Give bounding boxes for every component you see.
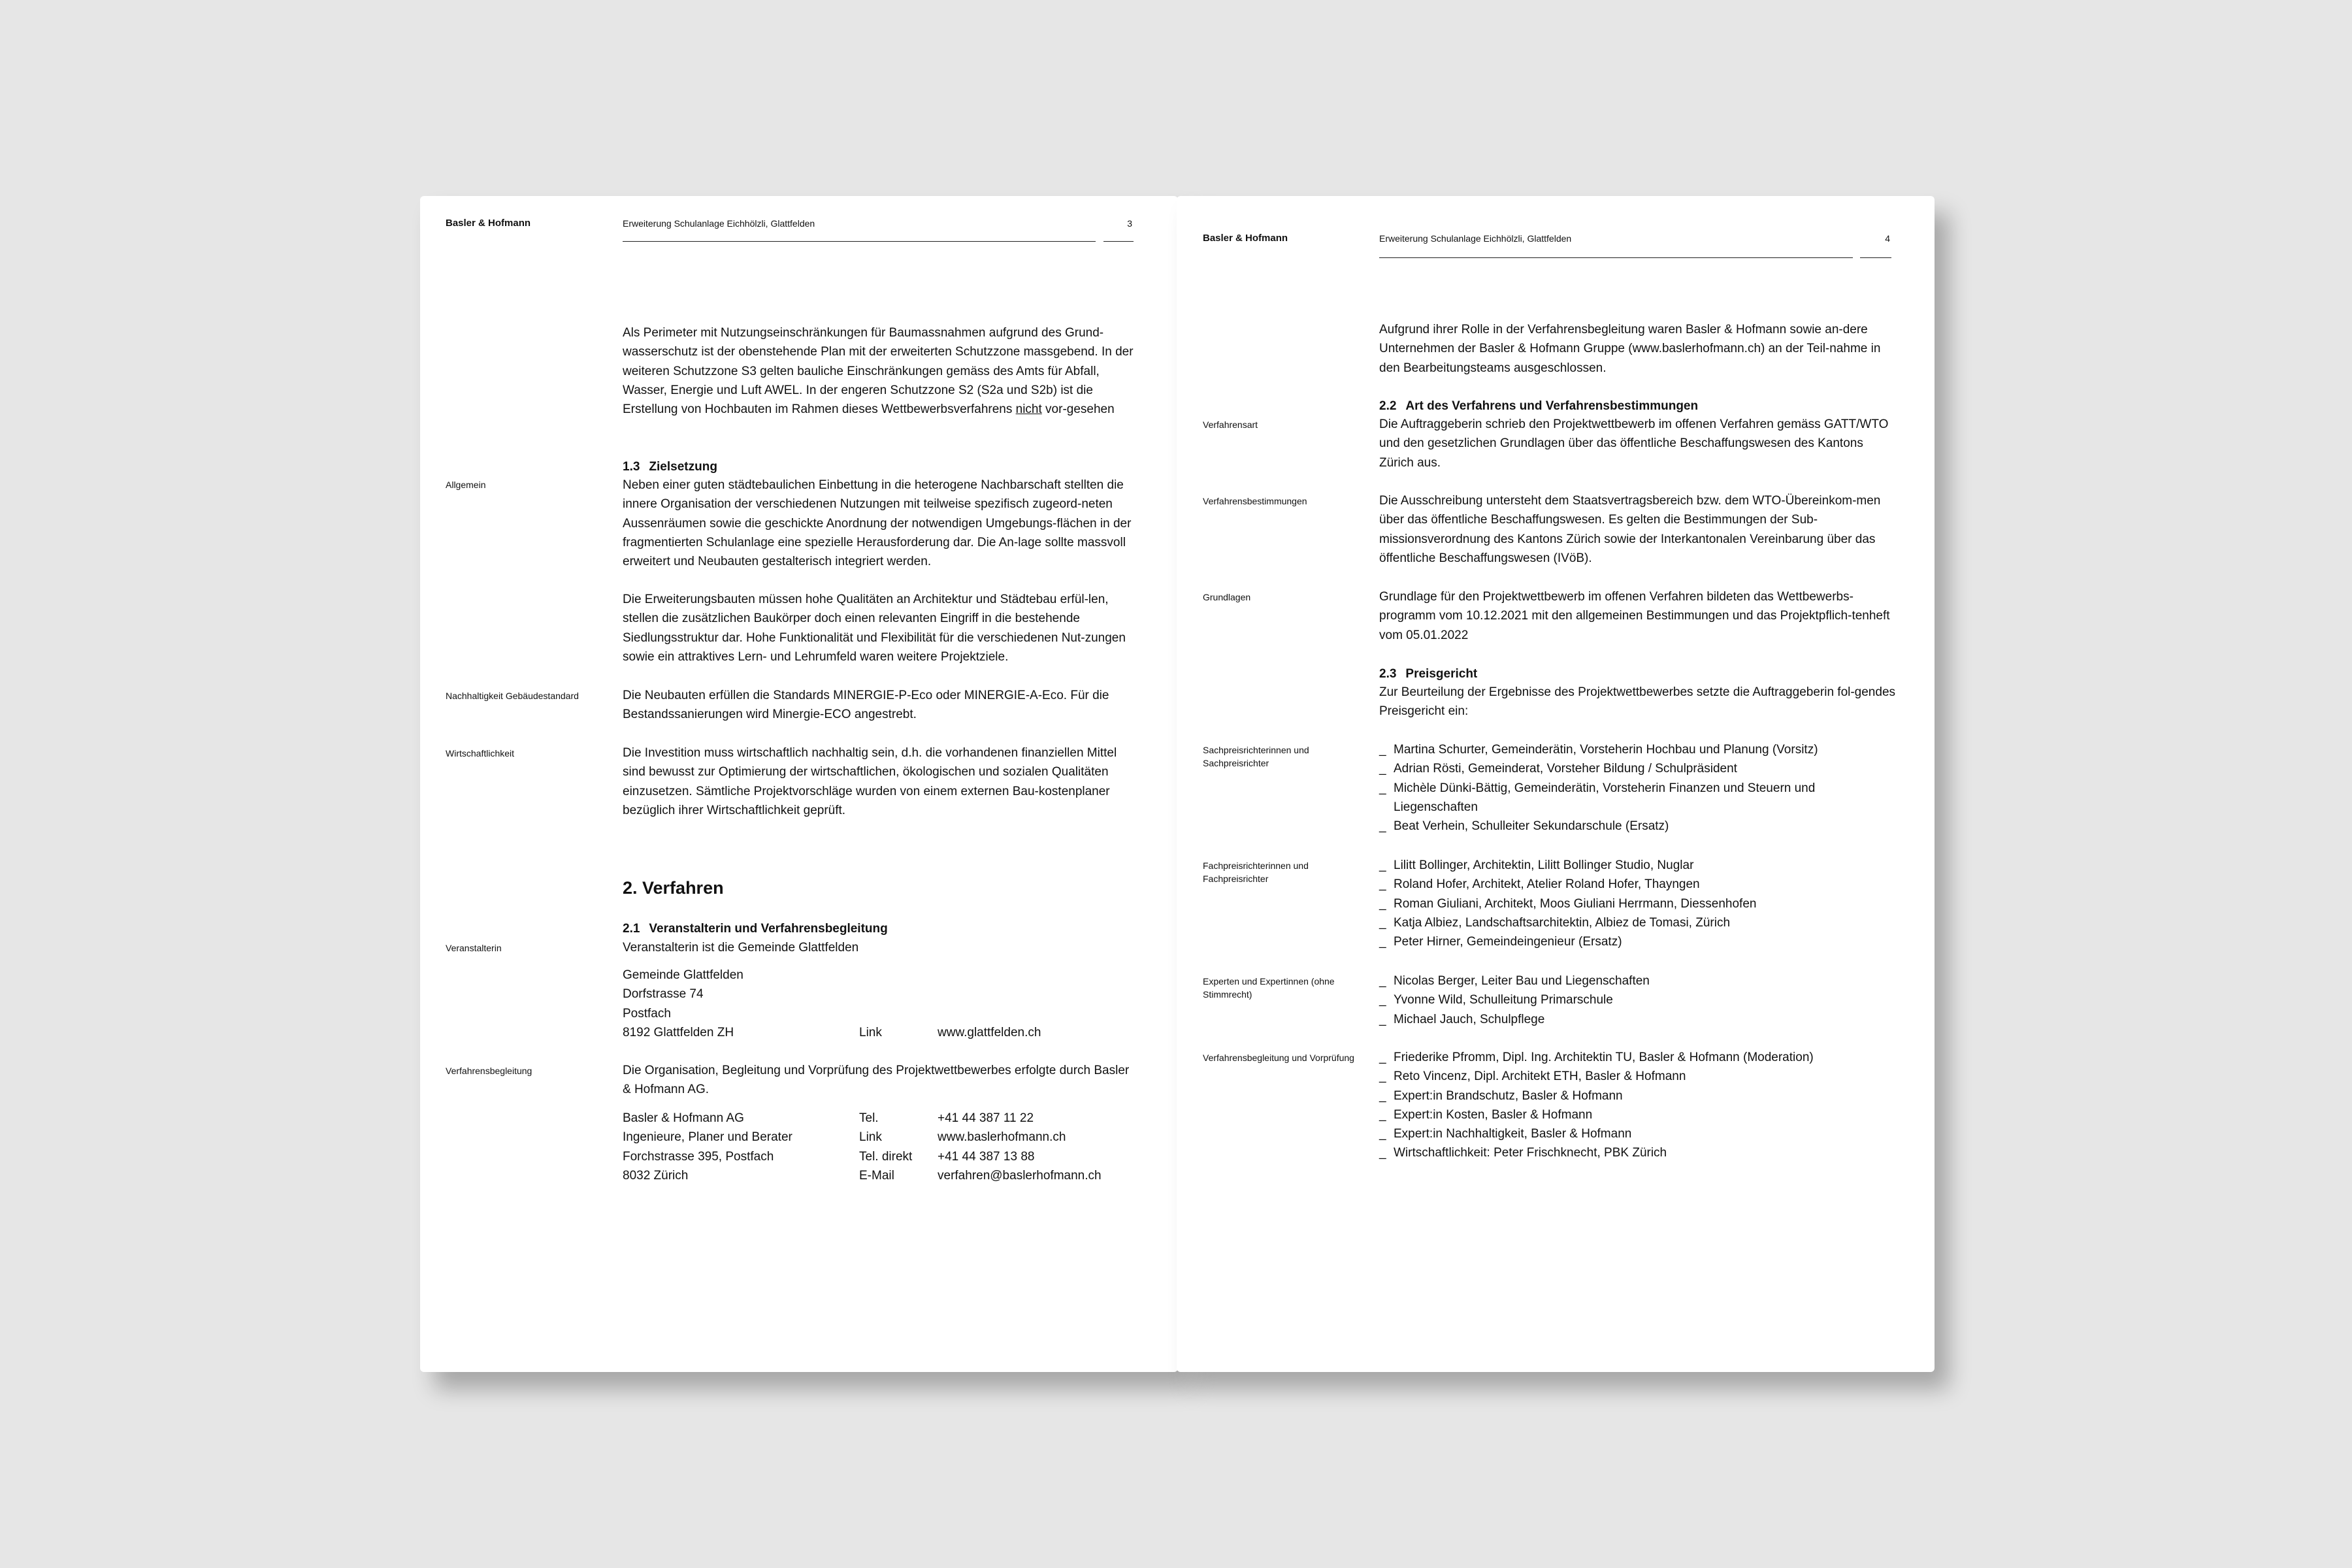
list-item: _ Adrian Rösti, Gemeinderat, Vorsteher Bildung / Schulpräsident bbox=[1379, 759, 1889, 778]
document-page-3 bbox=[420, 196, 1178, 1372]
heading-1-3: 1.3 Zielsetzung bbox=[623, 460, 717, 474]
list-verfahrensbegleitung bbox=[1379, 1048, 1889, 1163]
contact-phone-direct: +41 44 387 13 88 bbox=[938, 1149, 1035, 1164]
address-line: 8192 Glattfelden ZH Link www.glattfelden.ch bbox=[623, 1023, 1139, 1042]
header-title: Erweiterung Schulanlage Eichhölzli, Glattfelden bbox=[623, 218, 815, 229]
list-item: _ Friederike Pfromm, Dipl. Ing. Architektin TU, Basler & Hofmann (Moderation) bbox=[1379, 1048, 1889, 1067]
label-grundlagen: Grundlagen bbox=[1203, 592, 1251, 602]
contact-table bbox=[623, 1109, 1139, 1185]
header-rule-number bbox=[1860, 257, 1891, 258]
label-verfahrensbestimmungen: Verfahrensbestimmungen bbox=[1203, 496, 1307, 506]
paragraph-preisgericht: Zur Beurteilung der Ergebnisse des Projektwettbewerbes setzte die Auftraggeberin fol-gendes Preisgericht ein: bbox=[1379, 685, 1896, 719]
list-item: _ Expert:in Brandschutz, Basler & Hofmann bbox=[1379, 1086, 1889, 1105]
paragraph-verfahrensbestimmungen: Die Ausschreibung untersteht dem Staatsvertragsbereich bzw. dem WTO-Übereinkom-men über das öffentliche Beschaffungswesen. Es gelten die Bestimmungen der Sub-missionsverordnung des Kantons Zürich sowie der Interkantonalen Vereinbarung über das öffentliche Beschaffungswesen (IVöB). bbox=[1379, 494, 1881, 565]
paragraph-grundlagen: Grundlage für den Projektwettbewerb im offenen Verfahren bildeten das Wettbewerbs-programm vom 10.12.2021 mit den allgemeinen Bestimmungen und das Projektpflich-tenheft vom 05.01.2022 bbox=[1379, 590, 1890, 642]
label-fachpreisrichter: Fachpreisrichterinnen und Fachpreisrichter bbox=[1203, 860, 1309, 884]
header-brand: Basler & Hofmann bbox=[446, 218, 531, 229]
list-item: _ Michèle Dünki-Bättig, Gemeinderätin, Vorsteherin Finanzen und Steuern und Liegenschaften bbox=[1379, 779, 1889, 817]
contact-link[interactable]: www.baslerhofmann.ch bbox=[938, 1130, 1066, 1145]
heading-2-1: 2.1 Veranstalterin und Verfahrensbegleitung bbox=[623, 922, 888, 936]
paragraph-veranstalterin: Veranstalterin ist die Gemeinde Glattfelden bbox=[623, 941, 859, 955]
document-page-4 bbox=[1177, 196, 1935, 1372]
intro-paragraph: Als Perimeter mit Nutzungseinschränkungen für Baumassnahmen aufgrund des Grund-wasserschutz ist der obenstehende Plan mit der erweiterten Schutzzone massgebend. In der weiteren Schutzzone S3 gelten bauliche Einschränkungen gemäss des Amts für Abfall, Wasser, Energie und Luft AWEL. In der engeren Schutzzone S2 (S2a und S2b) ist die Erstellung von Hochbauten im Rahmen dieses Wettbewerbsverfahrens nicht vor-gesehen bbox=[623, 326, 1134, 417]
label-allgemein: Allgemein bbox=[446, 480, 486, 490]
list-item: _ Beat Verhein, Schulleiter Sekundarschule (Ersatz) bbox=[1379, 817, 1889, 836]
contact-email[interactable]: verfahren@baslerhofmann.ch bbox=[938, 1168, 1102, 1183]
label-sachpreisrichter: Sachpreisrichterinnen und Sachpreisrichter bbox=[1203, 745, 1309, 768]
list-item: _ Roland Hofer, Architekt, Atelier Roland Hofer, Thayngen bbox=[1379, 875, 1889, 894]
address-line: Gemeinde Glattfelden bbox=[623, 968, 743, 982]
address-line: Postfach bbox=[623, 1006, 671, 1021]
heading-2-verfahren: 2. Verfahren bbox=[623, 878, 724, 898]
list-item: _ Roman Giuliani, Architekt, Moos Giuliani Herrmann, Diessenhofen bbox=[1379, 894, 1889, 913]
label-experten: Experten und Expertinnen (ohne Stimmrecht) bbox=[1203, 976, 1335, 1000]
contact-row: Forchstrasse 395, Postfach Tel. direkt +41 44 387 13 88 bbox=[623, 1147, 1139, 1166]
label-verfahrensart: Verfahrensart bbox=[1203, 419, 1258, 430]
list-item: _ Expert:in Nachhaltigkeit, Basler & Hofmann bbox=[1379, 1124, 1889, 1143]
link-glattfelden[interactable]: www.glattfelden.ch bbox=[938, 1025, 1041, 1039]
label-veranstalterin: Veranstalterin bbox=[446, 943, 502, 953]
list-item: _ Nicolas Berger, Leiter Bau und Liegenschaften bbox=[1379, 972, 1889, 990]
header-rule bbox=[1379, 257, 1853, 258]
list-item: _ Michael Jauch, Schulpflege bbox=[1379, 1010, 1889, 1029]
header-page-number: 4 bbox=[1885, 233, 1890, 244]
list-item: _ Expert:in Kosten, Basler & Hofmann bbox=[1379, 1105, 1889, 1124]
intro-paragraph: Aufgrund ihrer Rolle in der Verfahrensbegleitung waren Basler & Hofmann sowie an-dere Unternehmen der Basler & Hofmann Gruppe (www.baslerhofmann.ch) an der Teil-nahme in den Bearbeitungsteams ausgeschlossen. bbox=[1379, 323, 1881, 375]
paragraph-verfahrensbegleitung: Die Organisation, Begleitung und Vorprüfung des Projektwettbewerbes erfolgte durch Basler & Hofmann AG. bbox=[623, 1064, 1130, 1097]
header-rule-number bbox=[1103, 241, 1134, 242]
paragraph-verfahrensart: Die Auftraggeberin schrieb den Projektwettbewerb im offenen Verfahren gemäss GATT/WTO und den gesetzlichen Grundlagen über das öffentliche Beschaffungswesen des Kantons Zürich aus. bbox=[1379, 417, 1889, 470]
list-item: _ Yvonne Wild, Schulleitung Primarschule bbox=[1379, 990, 1889, 1009]
list-item: _ Lilitt Bollinger, Architektin, Lilitt Bollinger Studio, Nuglar bbox=[1379, 856, 1889, 875]
header-rule bbox=[623, 241, 1096, 242]
list-experten bbox=[1379, 972, 1889, 1029]
list-item: _ Peter Hirner, Gemeindeingenieur (Ersatz) bbox=[1379, 932, 1889, 951]
paragraph-zielsetzung-2: Die Erweiterungsbauten müssen hohe Qualitäten an Architektur und Städtebau erfül-len, stellen die zusätzlichen Baukörper doch einen relevanten Eingriff in die bestehende Siedlungsstruktur dar. Hohe Funktionalität und Flexibilität für die verschiedenen Nut-zungen sowie ein attraktives Lern- und Lehrumfeld waren weitere Projektziele. bbox=[623, 593, 1126, 664]
contact-row: 8032 Zürich E-Mail verfahren@baslerhofmann.ch bbox=[623, 1166, 1139, 1185]
header-title: Erweiterung Schulanlage Eichhölzli, Glattfelden bbox=[1379, 233, 1572, 244]
heading-2-2: 2.2 Art des Verfahrens und Verfahrensbestimmungen bbox=[1379, 399, 1699, 413]
underlined-word: nicht bbox=[1015, 402, 1042, 417]
contact-row: Ingenieure, Planer und Berater Link www.baslerhofmann.ch bbox=[623, 1128, 1139, 1147]
address-line: Dorfstrasse 74 bbox=[623, 987, 704, 1002]
list-fachpreisrichter bbox=[1379, 856, 1889, 951]
list-item: _ Wirtschaftlichkeit: Peter Frischknecht, PBK Zürich bbox=[1379, 1143, 1889, 1162]
header-page-number: 3 bbox=[1127, 218, 1132, 229]
header-brand: Basler & Hofmann bbox=[1203, 233, 1288, 244]
organizer-address bbox=[623, 966, 1139, 1042]
list-item: _ Reto Vincenz, Dipl. Architekt ETH, Basler & Hofmann bbox=[1379, 1067, 1889, 1086]
paragraph-wirtschaftlichkeit: Die Investition muss wirtschaftlich nachhaltig sein, d.h. die vorhandenen finanziellen Mittel sind bewusst zur Optimierung der wirtschaftlichen, ökologischen und sozialen Qualitäten einzusetzen. Sämtliche Projektvorschläge wurden von einem externen Bau-kostenplaner bezüglich ihrer Wirtschaftlichkeit geprüft. bbox=[623, 746, 1117, 817]
contact-phone: +41 44 387 11 22 bbox=[938, 1111, 1034, 1125]
paragraph-zielsetzung-1: Neben einer guten städtebaulichen Einbettung in die heterogene Nachbarschaft stellten die innere Organisation der verschiedenen Nutzungen mit teilweise spezifisch zugeord-neten Aussenräumen sowie die geschickte Anordnung der notwendigen Umgebungs-flächen in der fragmentierten Schulanlage eine spezielle Herausforderung dar. Die An-lage sollte massvoll erweitert und Neubauten gestalterisch integriert werden. bbox=[623, 478, 1132, 569]
label-nachhaltigkeit: Nachhaltigkeit Gebäudestandard bbox=[446, 691, 579, 701]
label-verfahrensbegleitung-vorpruefung: Verfahrensbegleitung und Vorprüfung bbox=[1203, 1053, 1354, 1063]
list-item: _ Martina Schurter, Gemeinderätin, Vorsteherin Hochbau und Planung (Vorsitz) bbox=[1379, 740, 1889, 759]
label-verfahrensbegleitung: Verfahrensbegleitung bbox=[446, 1066, 532, 1076]
contact-row: Basler & Hofmann AG Tel. +41 44 387 11 22 bbox=[623, 1109, 1139, 1128]
list-sachpreisrichter bbox=[1379, 740, 1889, 836]
paragraph-nachhaltigkeit: Die Neubauten erfüllen die Standards MINERGIE-P-Eco oder MINERGIE-A-Eco. Für die Bestandssanierungen wird Minergie-ECO angestrebt. bbox=[623, 689, 1109, 722]
heading-2-3: 2.3 Preisgericht bbox=[1379, 667, 1478, 681]
label-wirtschaftlichkeit: Wirtschaftlichkeit bbox=[446, 748, 515, 759]
list-item: _ Katja Albiez, Landschaftsarchitektin, Albiez de Tomasi, Zürich bbox=[1379, 913, 1889, 932]
